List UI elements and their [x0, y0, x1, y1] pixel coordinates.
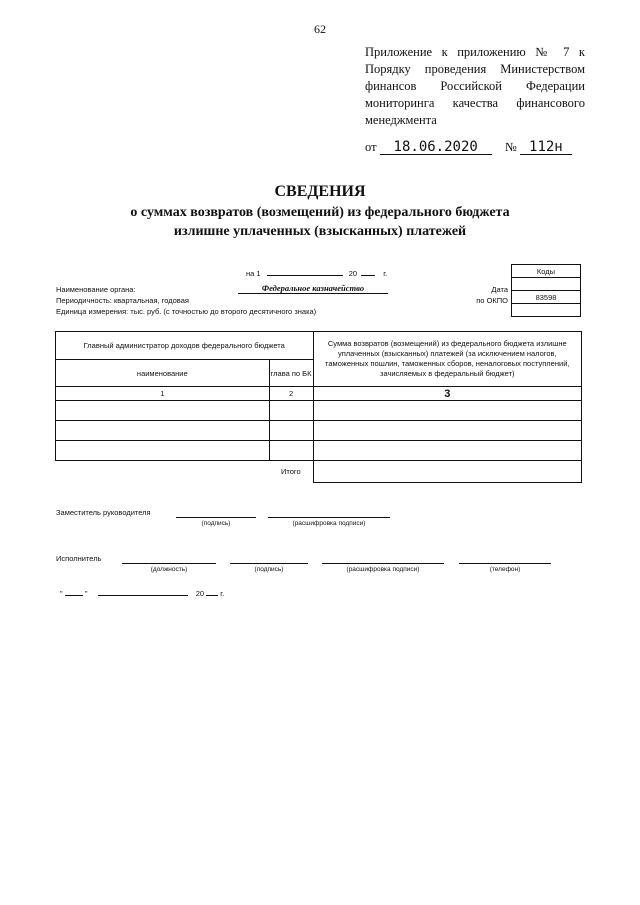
on-label: на 1	[246, 269, 261, 278]
appendix-note: Приложение к приложению № 7 к Порядку проведения Министерством финансов Российской Федерации мониторинга качества финансового менеджмента	[365, 45, 585, 127]
executor-phone-caption: (телефон)	[489, 566, 521, 573]
codes-table	[511, 264, 581, 317]
total-spacer	[56, 461, 270, 483]
order-from-label: от	[365, 140, 377, 154]
main-table	[55, 331, 582, 483]
okpo-label: по ОКПО	[476, 296, 508, 305]
header-name: наименование	[56, 360, 270, 387]
executor-sign-line	[230, 563, 308, 564]
organ-label: Наименование органа:	[56, 285, 136, 294]
col-number-1: 1	[56, 387, 270, 401]
table-cell	[269, 441, 313, 461]
sig-year-suffix: г.	[220, 589, 225, 598]
unit-code-cell	[512, 304, 581, 317]
table-row	[56, 401, 270, 421]
executor-position-caption: (должность)	[150, 566, 188, 573]
day-blank	[65, 587, 83, 596]
table-row	[56, 441, 270, 461]
table-cell	[269, 421, 313, 441]
executor-decode-caption: (расшифровка подписи)	[346, 566, 420, 573]
deputy-sign-caption: (подпись)	[201, 520, 231, 527]
table-cell	[313, 421, 581, 441]
quote-close: "	[84, 589, 88, 598]
header-sum: Сумма возвратов (возмещений) из федерального бюджета излишне уплаченных (взысканных) платежей (за исключением налогов, таможенных пошлин, таможенных сборов, неналоговых поступлений, зачисляемых в федеральный бюджет)	[313, 332, 581, 387]
quote-open: "	[60, 589, 63, 598]
col-number-3: 3	[313, 387, 581, 401]
document-subtitle-2: излишне уплаченных (взысканных) платежей	[173, 224, 467, 239]
deputy-label: Заместитель руководителя	[56, 508, 151, 517]
executor-decode-line	[322, 563, 444, 564]
total-label: Итого	[280, 467, 301, 477]
deputy-decode-line	[268, 517, 390, 518]
table-row	[56, 421, 270, 441]
organ-value: Федеральное казначейство	[238, 283, 388, 294]
order-number: 112н	[520, 141, 572, 155]
periodicity-label: Периодичность: квартальная, годовая	[56, 296, 189, 305]
header-admin: Главный администратор доходов федерального бюджета	[56, 332, 314, 360]
date-code-cell	[512, 278, 581, 291]
order-line	[365, 140, 572, 155]
col-number-2: 2	[269, 387, 313, 401]
document-subtitle-1: о суммах возвратов (возмещений) из федерального бюджета	[130, 205, 510, 220]
header-glava: глава по БК	[269, 360, 313, 387]
table-cell	[269, 401, 313, 421]
document-title: СВЕДЕНИЯ	[274, 183, 366, 200]
sig-year-blank	[206, 587, 218, 596]
executor-label: Исполнитель	[56, 554, 102, 563]
report-date-line	[246, 267, 387, 278]
table-cell	[313, 401, 581, 421]
executor-phone-line	[459, 563, 551, 564]
total-value-cell	[313, 461, 581, 483]
deputy-sign-line	[176, 517, 256, 518]
signature-date-line	[60, 587, 224, 598]
date-label: Дата	[491, 285, 508, 294]
unit-label: Единица измерения: тыс. руб. (с точностью до второго десятичного знака)	[56, 307, 317, 316]
year-prefix: 20	[348, 269, 358, 278]
deputy-decode-caption: (расшифровка подписи)	[292, 520, 366, 527]
sig-year-prefix: 20	[195, 589, 205, 598]
year-suffix: г.	[383, 269, 388, 278]
order-number-label: №	[504, 140, 517, 154]
date-blank	[267, 267, 343, 276]
year-blank	[361, 267, 375, 276]
executor-position-line	[122, 563, 216, 564]
codes-header: Коды	[512, 265, 581, 278]
month-blank	[98, 587, 188, 596]
page-number: 62	[314, 22, 326, 36]
executor-sign-caption: (подпись)	[254, 566, 284, 573]
order-date: 18.06.2020	[380, 141, 492, 155]
table-cell	[313, 441, 581, 461]
okpo-code-cell: 83598	[512, 291, 581, 304]
